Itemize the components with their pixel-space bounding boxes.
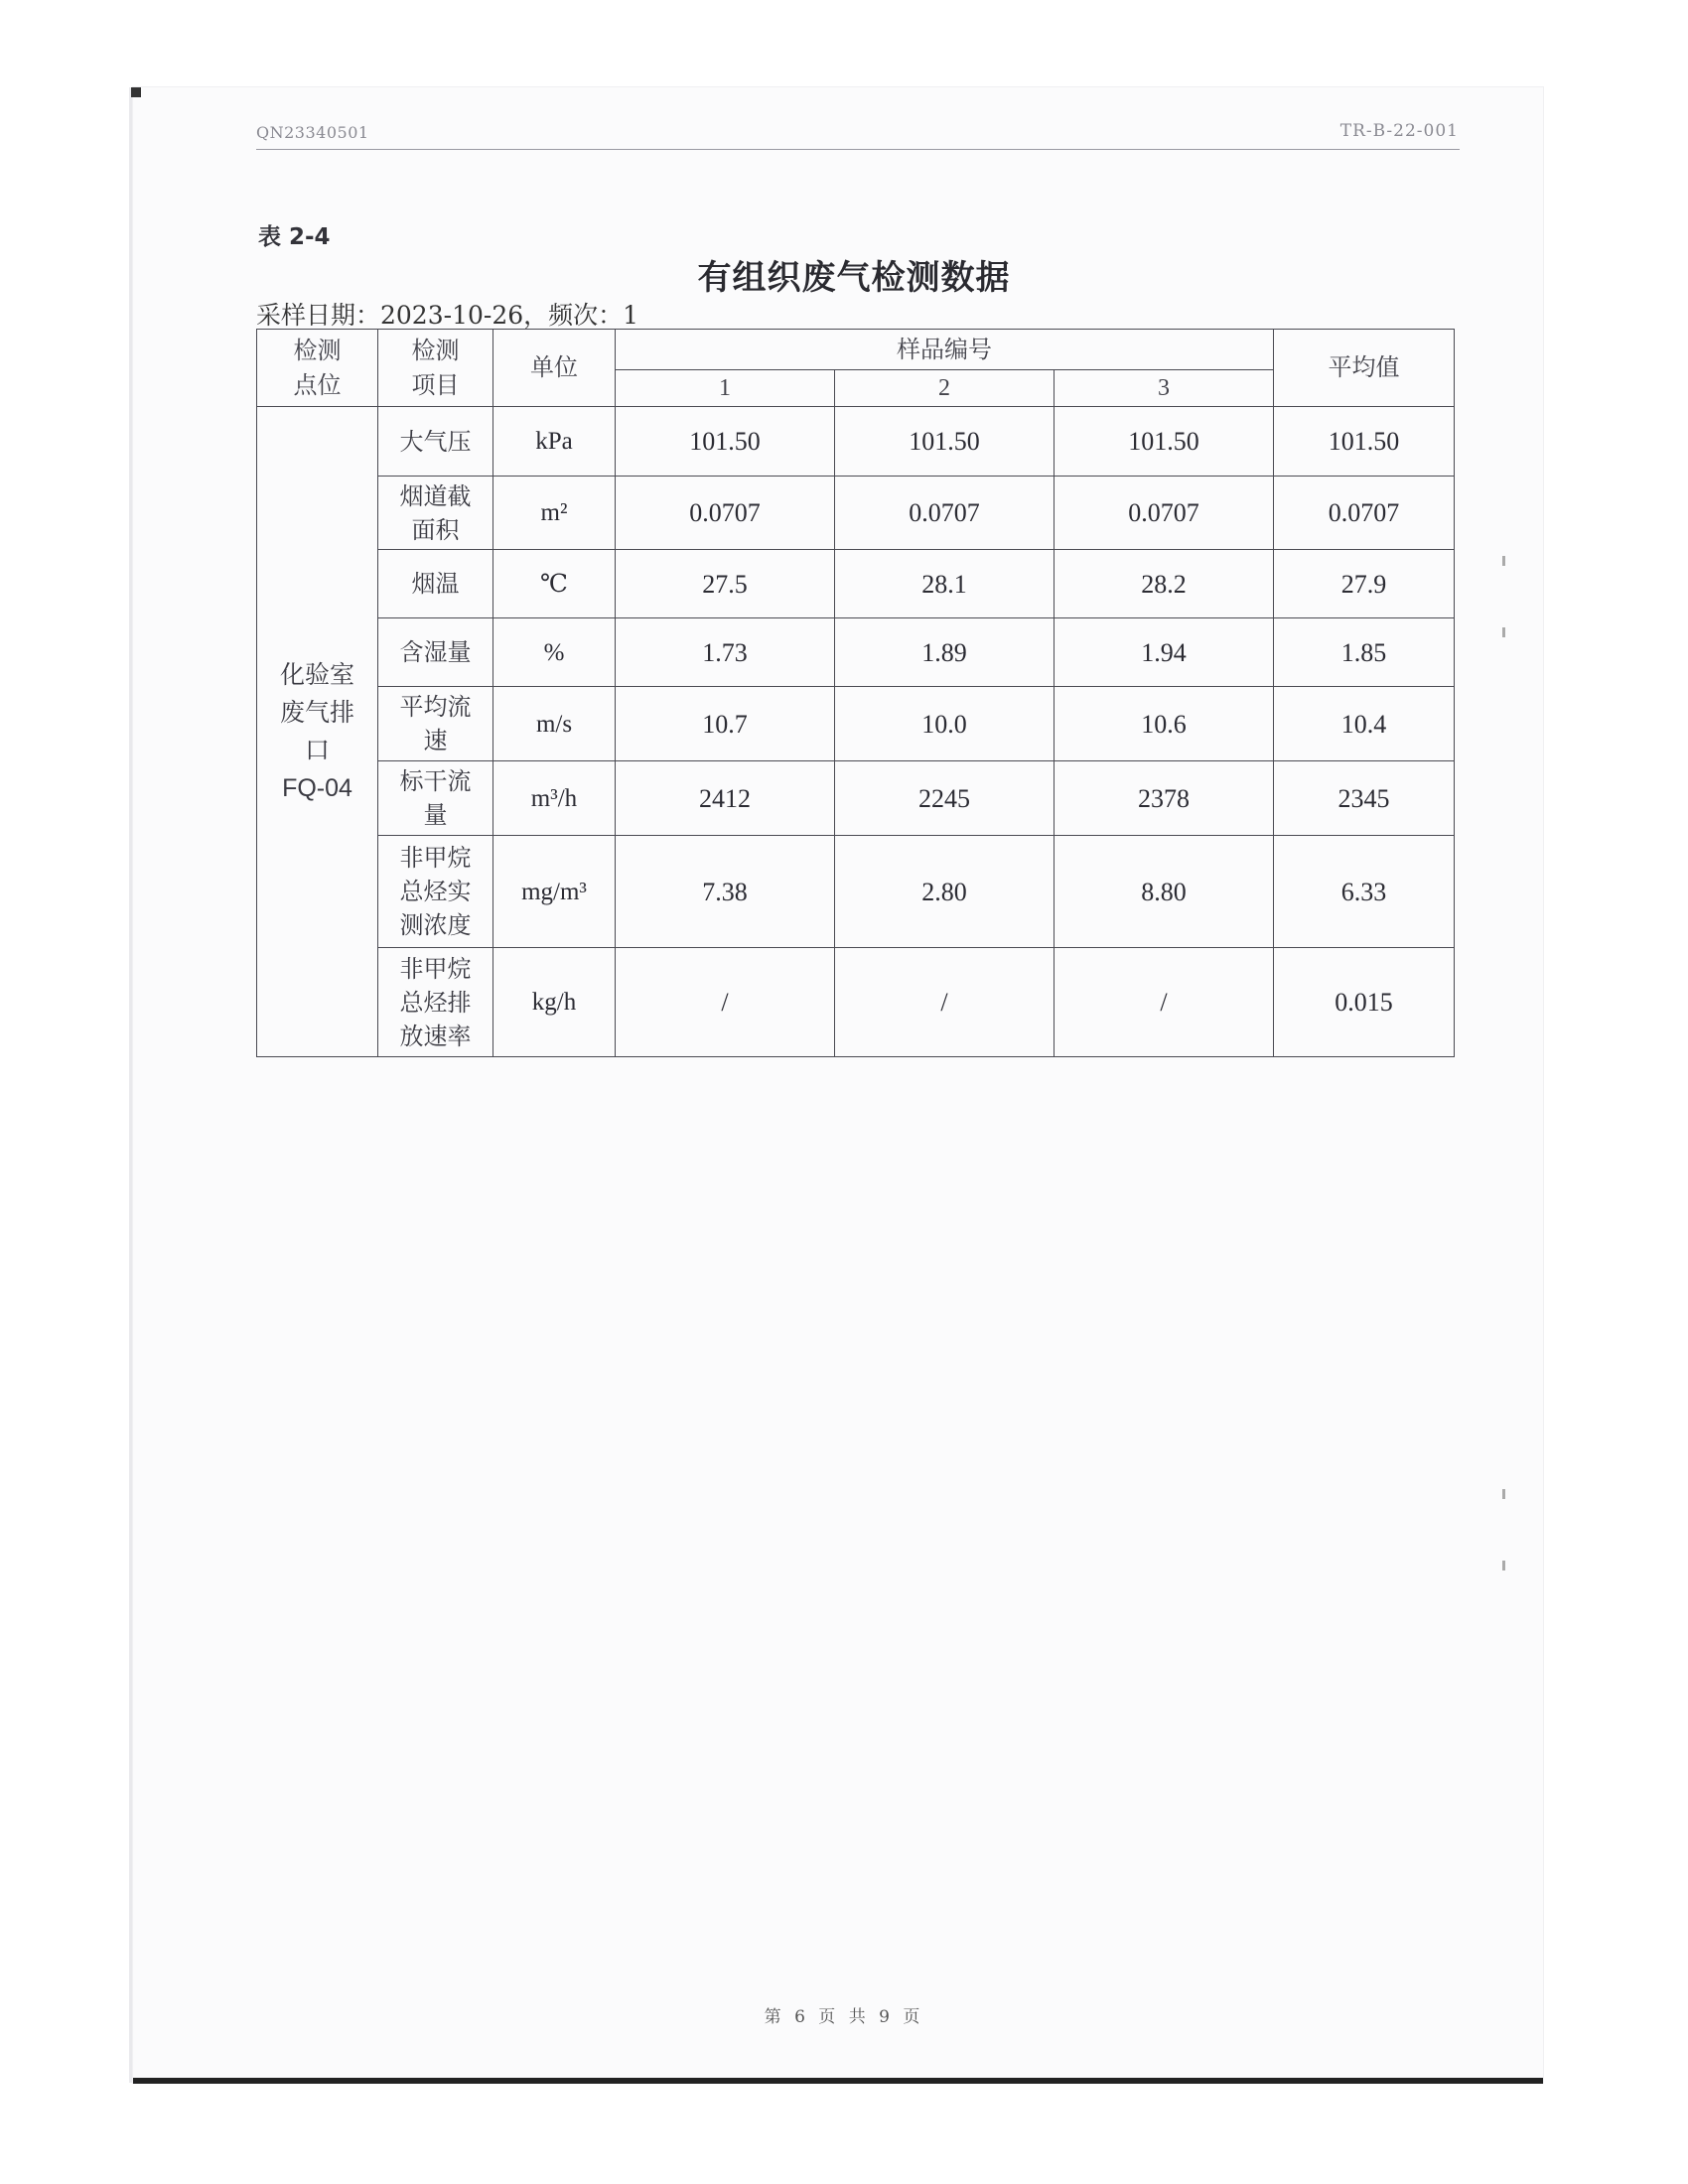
table-row	[257, 407, 1455, 477]
average-cell: 2345	[1274, 761, 1455, 836]
value-cell: 101.50	[1055, 407, 1274, 477]
value-cell: 7.38	[616, 836, 835, 948]
value-cell: 101.50	[835, 407, 1055, 477]
location-cell	[257, 407, 378, 1057]
value-cell: 2412	[616, 761, 835, 836]
item-line: 标干流	[399, 767, 472, 795]
edge-mark	[1502, 1561, 1505, 1570]
item-line: 非甲烷	[399, 954, 472, 983]
value-cell: 1.73	[616, 618, 835, 687]
item-cell	[378, 687, 493, 761]
item-cell	[378, 407, 493, 477]
item-cell	[378, 477, 493, 550]
location-line: FQ-04	[282, 774, 352, 802]
value-cell: 0.0707	[616, 477, 835, 550]
item-line: 量	[423, 801, 448, 829]
item-cell	[378, 618, 493, 687]
unit-cell: %	[493, 618, 616, 687]
value-cell: 28.1	[835, 550, 1055, 618]
corner-mark	[131, 87, 141, 97]
table-row	[257, 477, 1455, 550]
item-cell	[378, 948, 493, 1057]
edge-mark	[1502, 627, 1505, 637]
location-line: 口	[304, 736, 330, 764]
page-number: 第 6 页 共 9 页	[764, 2007, 924, 2027]
item-line: 测浓度	[399, 911, 472, 939]
header-average: 平均值	[1274, 330, 1455, 407]
table-label: 表 2-4	[258, 224, 331, 250]
value-cell: 10.6	[1055, 687, 1274, 761]
table-row	[257, 687, 1455, 761]
item-line: 速	[423, 727, 448, 754]
header-sample-1: 1	[616, 370, 835, 407]
value-cell: 2245	[835, 761, 1055, 836]
value-cell: 10.0	[835, 687, 1055, 761]
document-number: QN23340501	[256, 123, 369, 142]
header-rule	[256, 149, 1460, 150]
table-row	[257, 948, 1455, 1057]
header-item-line: 检测	[411, 336, 460, 364]
value-cell: /	[616, 948, 835, 1057]
value-cell: 0.0707	[835, 477, 1055, 550]
value-cell: /	[1055, 948, 1274, 1057]
unit-cell: ℃	[493, 550, 616, 618]
unit-cell: m³/h	[493, 761, 616, 836]
sample-info: 采样日期：2023-10-26，频次：1	[256, 301, 639, 330]
header-location-line: 检测	[293, 336, 342, 364]
edge-mark	[1502, 1489, 1505, 1499]
header-item-line: 项目	[411, 370, 460, 399]
average-cell: 101.50	[1274, 407, 1455, 477]
item-line: 烟道截	[399, 481, 472, 510]
average-cell: 1.85	[1274, 618, 1455, 687]
value-cell: 0.0707	[1055, 477, 1274, 550]
average-cell: 0.0707	[1274, 477, 1455, 550]
header-sample-3: 3	[1055, 370, 1274, 407]
value-cell: 28.2	[1055, 550, 1274, 618]
table-row	[257, 618, 1455, 687]
item-line: 含湿量	[399, 638, 472, 666]
value-cell: 1.94	[1055, 618, 1274, 687]
item-line: 烟温	[411, 570, 460, 598]
value-cell: 2.80	[835, 836, 1055, 948]
item-cell	[378, 761, 493, 836]
unit-cell: kPa	[493, 407, 616, 477]
header-sample-group: 样品编号	[616, 330, 1274, 370]
edge-mark	[1502, 556, 1505, 566]
value-cell: /	[835, 948, 1055, 1057]
item-line: 非甲烷	[399, 844, 472, 872]
value-cell: 27.5	[616, 550, 835, 618]
item-cell	[378, 836, 493, 948]
header-location	[257, 330, 378, 407]
header-sample-2: 2	[835, 370, 1055, 407]
header-item	[378, 330, 493, 407]
table-row	[257, 761, 1455, 836]
value-cell: 101.50	[616, 407, 835, 477]
item-line: 总烃排	[399, 988, 472, 1017]
average-cell: 0.015	[1274, 948, 1455, 1057]
item-line: 平均流	[399, 693, 472, 721]
table-row	[257, 836, 1455, 948]
location-line: 废气排	[279, 698, 354, 727]
location-line: 化验室	[279, 660, 354, 689]
unit-cell: m²	[493, 477, 616, 550]
item-line: 总烃实	[399, 878, 472, 905]
average-cell: 10.4	[1274, 687, 1455, 761]
item-line: 面积	[411, 515, 460, 544]
unit-cell: mg/m³	[493, 836, 616, 948]
item-cell	[378, 550, 493, 618]
page-title: 有组织废气检测数据	[697, 258, 1011, 298]
header-location-line: 点位	[293, 370, 342, 399]
average-cell: 6.33	[1274, 836, 1455, 948]
item-line: 大气压	[399, 427, 472, 456]
value-cell: 10.7	[616, 687, 835, 761]
value-cell: 8.80	[1055, 836, 1274, 948]
header-unit: 单位	[493, 330, 616, 407]
emission-data-table	[256, 329, 1455, 1057]
item-line: 放速率	[399, 1022, 472, 1050]
average-cell: 27.9	[1274, 550, 1455, 618]
unit-cell: m/s	[493, 687, 616, 761]
value-cell: 1.89	[835, 618, 1055, 687]
value-cell: 2378	[1055, 761, 1274, 836]
sheet-bottom-edge	[133, 2078, 1543, 2084]
table-row	[257, 550, 1455, 618]
form-code: TR-B-22-001	[1339, 121, 1459, 141]
unit-cell: kg/h	[493, 948, 616, 1057]
